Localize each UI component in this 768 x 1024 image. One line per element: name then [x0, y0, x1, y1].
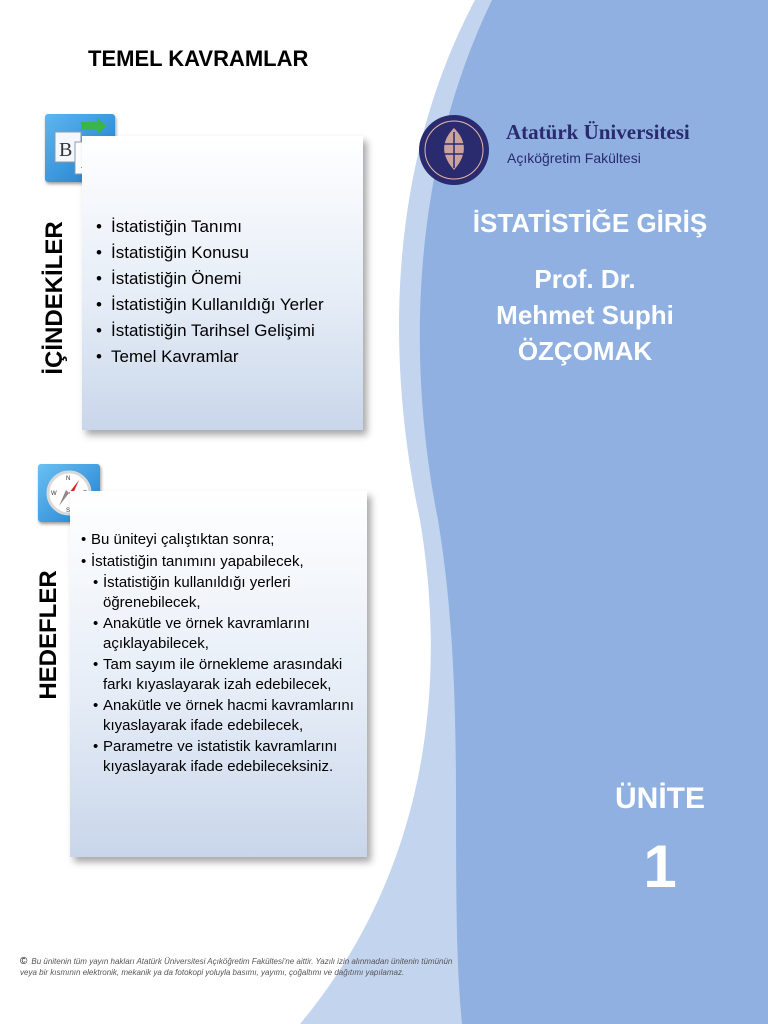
author-block [470, 261, 700, 369]
list-item: • İstatistiğin Konusu [94, 242, 362, 263]
list-item: • Temel Kavramlar [94, 346, 362, 367]
svg-text:W: W [51, 491, 57, 497]
list-item: • İstatistiğin Tanımı [94, 216, 362, 237]
list-item: • İstatistiğin kullanıldığı yerleri öğrenebilecek, [92, 573, 364, 612]
list-item: • Tam sayım ile örnekleme arasındaki farkı kıyaslayarak izah edebilecek, [92, 655, 364, 694]
list-item: • Anakütle ve örnek hacmi kavramlarını kıyaslayarak ifade edebilecek, [92, 696, 364, 735]
svg-text:B: B [59, 139, 73, 161]
unit-number: 1 [643, 833, 677, 900]
university-logo [416, 114, 492, 186]
copyright-symbol: © [20, 956, 28, 967]
contents-list [94, 216, 362, 372]
list-item: • Anakütle ve örnek kavramlarını açıklayabilecek, [92, 614, 364, 653]
page-title: TEMEL KAVRAMLAR [88, 46, 309, 71]
author-surname: ÖZÇOMAK [517, 336, 653, 366]
list-item: • İstatistiğin Tarihsel Gelişimi [94, 320, 362, 341]
objectives-list [80, 530, 364, 778]
copyright-notice [20, 956, 460, 978]
list-item: • İstatistiğin Önemi [94, 268, 362, 289]
objectives-label: HEDEFLER [35, 570, 62, 700]
list-item: • İstatistiğin tanımını yapabilecek, [80, 552, 364, 572]
unit-label: ÜNİTE [615, 782, 705, 815]
svg-text:N: N [66, 476, 71, 482]
course-title: İSTATİSTİĞE GİRİŞ [472, 208, 708, 238]
faculty-name: Açıköğretim Fakültesi [507, 150, 641, 166]
university-name: Atatürk Üniversitesi [506, 120, 690, 144]
copyright-text: Bu ünitenin tüm yayın hakları Atatürk Üniversitesi Açıköğretim Fakültesi'ne aittir. Yazılı izin alınmadan ünitenin tümünün veya bir kısmının elektronik, mekanik ya da fotokopi yoluyla basımı, yayımı, çoğaltımı ve dağıtımı yapılamaz. [20, 957, 453, 977]
list-item: • İstatistiğin Kullanıldığı Yerler [94, 294, 362, 315]
svg-text:S: S [66, 508, 71, 514]
author-name: Mehmet Suphi [496, 300, 674, 330]
author-title: Prof. Dr. [534, 264, 636, 294]
list-item: • Bu üniteyi çalıştıktan sonra; [80, 530, 364, 550]
list-item: • Parametre ve istatistik kavramlarını kıyaslayarak ifade edebileceksiniz. [92, 737, 364, 776]
contents-label: İÇİNDEKİLER [41, 221, 68, 375]
